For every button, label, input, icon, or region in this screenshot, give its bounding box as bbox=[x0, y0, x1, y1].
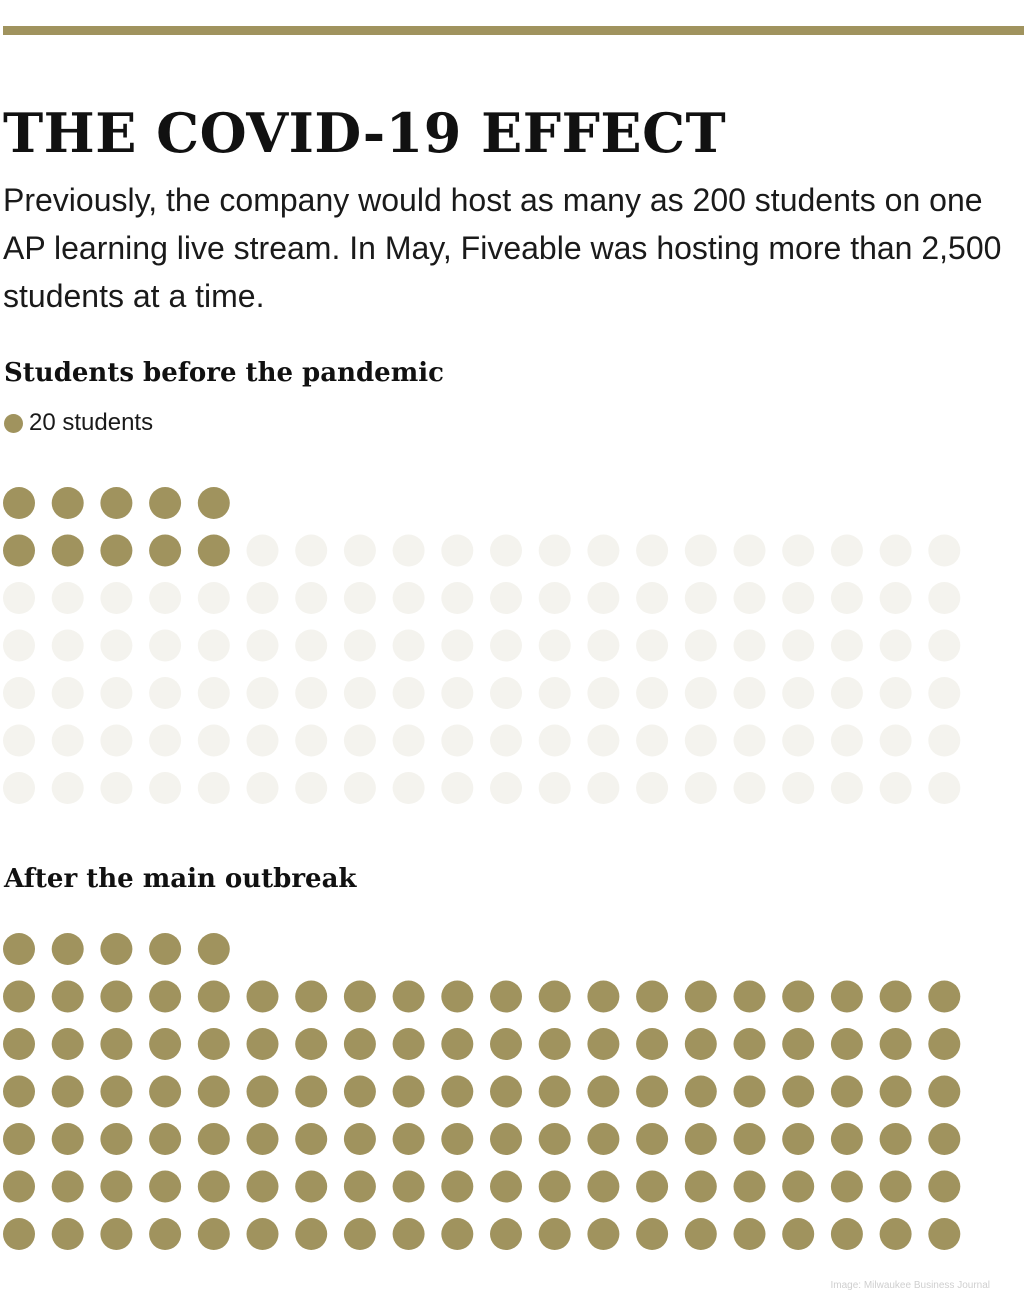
student-dot-empty bbox=[393, 630, 425, 662]
student-dot-empty bbox=[52, 677, 84, 709]
student-dot-filled bbox=[928, 1218, 960, 1250]
student-dot-empty bbox=[782, 677, 814, 709]
student-dot-filled bbox=[149, 981, 181, 1013]
student-dot-empty bbox=[295, 535, 327, 567]
student-dot-empty bbox=[685, 725, 717, 757]
student-dot-filled bbox=[100, 1028, 132, 1060]
student-dot-filled bbox=[928, 981, 960, 1013]
student-dot-empty bbox=[52, 582, 84, 614]
student-dot-filled bbox=[295, 1218, 327, 1250]
student-dot-filled bbox=[149, 1171, 181, 1203]
student-dot-filled bbox=[587, 981, 619, 1013]
student-dot-filled bbox=[490, 1218, 522, 1250]
student-dot-empty bbox=[441, 630, 473, 662]
student-dot-empty bbox=[149, 772, 181, 804]
student-dot-empty bbox=[831, 725, 863, 757]
student-dot-empty bbox=[295, 772, 327, 804]
student-dot-empty bbox=[3, 630, 35, 662]
student-dot-empty bbox=[198, 630, 230, 662]
student-dot-filled bbox=[782, 1171, 814, 1203]
student-dot-filled bbox=[100, 981, 132, 1013]
student-dot-filled bbox=[344, 1171, 376, 1203]
student-dot-empty bbox=[782, 630, 814, 662]
student-dot-empty bbox=[295, 677, 327, 709]
student-dot-filled bbox=[100, 487, 132, 519]
student-dot-empty bbox=[100, 630, 132, 662]
student-dot-empty bbox=[52, 772, 84, 804]
student-dot-empty bbox=[393, 582, 425, 614]
student-dot-filled bbox=[685, 1028, 717, 1060]
student-dot-empty bbox=[490, 630, 522, 662]
student-dot-filled bbox=[149, 535, 181, 567]
student-dot-empty bbox=[539, 582, 571, 614]
student-dot-filled bbox=[100, 1171, 132, 1203]
student-dot-empty bbox=[880, 772, 912, 804]
student-dot-empty bbox=[831, 677, 863, 709]
student-dot-filled bbox=[539, 1123, 571, 1155]
image-credit: Image: Milwaukee Business Journal bbox=[830, 1280, 990, 1291]
student-dot-empty bbox=[636, 582, 668, 614]
student-dot-empty bbox=[539, 535, 571, 567]
student-dot-filled bbox=[52, 1028, 84, 1060]
student-dot-empty bbox=[880, 535, 912, 567]
student-dot-empty bbox=[100, 677, 132, 709]
student-dot-empty bbox=[393, 535, 425, 567]
student-dot-filled bbox=[52, 1076, 84, 1108]
student-dot-empty bbox=[928, 677, 960, 709]
student-dot-empty bbox=[928, 725, 960, 757]
student-dot-empty bbox=[734, 630, 766, 662]
student-dot-empty bbox=[636, 535, 668, 567]
student-dot-filled bbox=[52, 1171, 84, 1203]
student-dot-filled bbox=[539, 1028, 571, 1060]
student-dot-filled bbox=[928, 1171, 960, 1203]
student-dot-empty bbox=[247, 677, 279, 709]
student-dot-empty bbox=[344, 772, 376, 804]
student-dot-empty bbox=[490, 725, 522, 757]
student-dot-empty bbox=[295, 725, 327, 757]
student-dot-filled bbox=[247, 1028, 279, 1060]
student-dot-empty bbox=[3, 677, 35, 709]
student-dot-filled bbox=[490, 1171, 522, 1203]
student-dot-filled bbox=[149, 933, 181, 965]
student-dot-empty bbox=[344, 630, 376, 662]
student-dot-filled bbox=[198, 1028, 230, 1060]
student-dot-empty bbox=[198, 725, 230, 757]
student-dot-filled bbox=[247, 981, 279, 1013]
student-dot-filled bbox=[734, 981, 766, 1013]
student-dot-filled bbox=[587, 1076, 619, 1108]
student-dot-empty bbox=[587, 630, 619, 662]
student-dot-empty bbox=[587, 772, 619, 804]
student-dot-filled bbox=[52, 933, 84, 965]
student-dot-filled bbox=[490, 1123, 522, 1155]
student-dot-empty bbox=[100, 725, 132, 757]
student-dot-filled bbox=[100, 933, 132, 965]
student-dot-empty bbox=[295, 582, 327, 614]
student-dot-filled bbox=[295, 1171, 327, 1203]
student-dot-filled bbox=[734, 1076, 766, 1108]
student-dot-filled bbox=[247, 1123, 279, 1155]
student-dot-filled bbox=[636, 1171, 668, 1203]
student-dot-empty bbox=[52, 630, 84, 662]
student-dot-filled bbox=[295, 1076, 327, 1108]
page-title: THE COVID-19 EFFECT bbox=[3, 101, 727, 165]
student-dot-empty bbox=[831, 582, 863, 614]
student-dot-empty bbox=[247, 582, 279, 614]
student-dot-filled bbox=[734, 1171, 766, 1203]
student-dot-filled bbox=[198, 1171, 230, 1203]
student-dot-filled bbox=[198, 487, 230, 519]
student-dot-filled bbox=[831, 1028, 863, 1060]
student-dot-filled bbox=[928, 1123, 960, 1155]
student-dot-filled bbox=[149, 1123, 181, 1155]
student-dot-filled bbox=[880, 1123, 912, 1155]
student-dot-filled bbox=[928, 1028, 960, 1060]
student-dot-filled bbox=[636, 981, 668, 1013]
student-dot-empty bbox=[685, 582, 717, 614]
legend-label: 20 students bbox=[29, 409, 154, 436]
student-dot-empty bbox=[831, 535, 863, 567]
student-dot-empty bbox=[198, 772, 230, 804]
student-dot-empty bbox=[782, 725, 814, 757]
student-dot-empty bbox=[734, 582, 766, 614]
student-dot-filled bbox=[295, 1028, 327, 1060]
student-dot-filled bbox=[685, 1123, 717, 1155]
student-dot-empty bbox=[636, 630, 668, 662]
student-dot-empty bbox=[928, 772, 960, 804]
student-dot-filled bbox=[880, 1218, 912, 1250]
student-dot-filled bbox=[831, 1171, 863, 1203]
student-dot-filled bbox=[441, 1218, 473, 1250]
student-dot-empty bbox=[247, 725, 279, 757]
student-dot-empty bbox=[247, 630, 279, 662]
student-dot-empty bbox=[539, 630, 571, 662]
student-dot-empty bbox=[928, 535, 960, 567]
student-dot-filled bbox=[198, 981, 230, 1013]
student-dot-filled bbox=[734, 1218, 766, 1250]
student-dot-filled bbox=[247, 1076, 279, 1108]
student-dot-filled bbox=[3, 1028, 35, 1060]
student-dot-filled bbox=[393, 1028, 425, 1060]
student-dot-filled bbox=[880, 1028, 912, 1060]
student-dot-filled bbox=[880, 1171, 912, 1203]
student-dot-empty bbox=[782, 535, 814, 567]
student-dot-filled bbox=[52, 1218, 84, 1250]
student-dot-filled bbox=[782, 981, 814, 1013]
student-dot-empty bbox=[100, 582, 132, 614]
student-dot-filled bbox=[149, 487, 181, 519]
student-dot-filled bbox=[441, 1076, 473, 1108]
student-dot-filled bbox=[636, 1123, 668, 1155]
chart-title-after: After the main outbreak bbox=[4, 864, 357, 894]
student-dot-filled bbox=[782, 1076, 814, 1108]
legend bbox=[4, 408, 153, 438]
student-dot-filled bbox=[198, 1076, 230, 1108]
student-dot-filled bbox=[880, 1076, 912, 1108]
waffle-chart-before bbox=[0, 480, 1024, 810]
student-dot-empty bbox=[587, 582, 619, 614]
student-dot-filled bbox=[587, 1028, 619, 1060]
student-dot-empty bbox=[441, 582, 473, 614]
student-dot-empty bbox=[149, 630, 181, 662]
student-dot-empty bbox=[247, 772, 279, 804]
student-dot-filled bbox=[685, 1076, 717, 1108]
student-dot-filled bbox=[198, 535, 230, 567]
student-dot-filled bbox=[393, 981, 425, 1013]
student-dot-filled bbox=[880, 981, 912, 1013]
student-dot-filled bbox=[587, 1171, 619, 1203]
student-dot-filled bbox=[3, 933, 35, 965]
student-dot-empty bbox=[3, 772, 35, 804]
student-dot-empty bbox=[295, 630, 327, 662]
student-dot-empty bbox=[149, 677, 181, 709]
student-dot-filled bbox=[3, 535, 35, 567]
student-dot-empty bbox=[198, 582, 230, 614]
student-dot-filled bbox=[100, 1123, 132, 1155]
student-dot-empty bbox=[636, 772, 668, 804]
student-dot-empty bbox=[344, 582, 376, 614]
student-dot-filled bbox=[3, 1171, 35, 1203]
legend-dot bbox=[4, 414, 23, 433]
student-dot-filled bbox=[149, 1028, 181, 1060]
student-dot-empty bbox=[880, 677, 912, 709]
student-dot-filled bbox=[3, 981, 35, 1013]
student-dot-empty bbox=[831, 772, 863, 804]
student-dot-filled bbox=[734, 1123, 766, 1155]
student-dot-empty bbox=[441, 772, 473, 804]
student-dot-filled bbox=[198, 1218, 230, 1250]
student-dot-empty bbox=[782, 582, 814, 614]
student-dot-filled bbox=[734, 1028, 766, 1060]
student-dot-filled bbox=[295, 981, 327, 1013]
student-dot-filled bbox=[490, 981, 522, 1013]
student-dot-empty bbox=[393, 725, 425, 757]
student-dot-empty bbox=[685, 677, 717, 709]
student-dot-empty bbox=[490, 582, 522, 614]
student-dot-filled bbox=[247, 1171, 279, 1203]
student-dot-empty bbox=[539, 725, 571, 757]
student-dot-filled bbox=[198, 933, 230, 965]
student-dot-empty bbox=[344, 725, 376, 757]
student-dot-filled bbox=[52, 981, 84, 1013]
student-dot-filled bbox=[52, 1123, 84, 1155]
student-dot-filled bbox=[782, 1218, 814, 1250]
student-dot-empty bbox=[490, 535, 522, 567]
student-dot-empty bbox=[149, 582, 181, 614]
student-dot-empty bbox=[685, 630, 717, 662]
student-dot-empty bbox=[393, 677, 425, 709]
student-dot-filled bbox=[831, 1076, 863, 1108]
student-dot-filled bbox=[441, 981, 473, 1013]
student-dot-filled bbox=[928, 1076, 960, 1108]
student-dot-filled bbox=[198, 1123, 230, 1155]
student-dot-empty bbox=[636, 725, 668, 757]
student-dot-empty bbox=[928, 630, 960, 662]
student-dot-filled bbox=[393, 1123, 425, 1155]
student-dot-filled bbox=[3, 487, 35, 519]
student-dot-empty bbox=[587, 535, 619, 567]
student-dot-filled bbox=[539, 1218, 571, 1250]
student-dot-filled bbox=[344, 1076, 376, 1108]
student-dot-filled bbox=[393, 1076, 425, 1108]
student-dot-empty bbox=[782, 772, 814, 804]
student-dot-empty bbox=[734, 535, 766, 567]
student-dot-empty bbox=[441, 677, 473, 709]
student-dot-empty bbox=[734, 725, 766, 757]
student-dot-filled bbox=[636, 1028, 668, 1060]
chart-title-before: Students before the pandemic bbox=[4, 358, 444, 388]
student-dot-empty bbox=[100, 772, 132, 804]
student-dot-filled bbox=[100, 1076, 132, 1108]
student-dot-empty bbox=[490, 677, 522, 709]
top-rule bbox=[3, 26, 1024, 35]
student-dot-empty bbox=[587, 677, 619, 709]
student-dot-filled bbox=[441, 1028, 473, 1060]
waffle-chart-after bbox=[0, 926, 1024, 1256]
student-dot-empty bbox=[3, 582, 35, 614]
student-dot-empty bbox=[880, 725, 912, 757]
student-dot-filled bbox=[247, 1218, 279, 1250]
student-dot-empty bbox=[928, 582, 960, 614]
student-dot-filled bbox=[831, 981, 863, 1013]
student-dot-empty bbox=[539, 772, 571, 804]
student-dot-filled bbox=[441, 1171, 473, 1203]
student-dot-filled bbox=[344, 981, 376, 1013]
student-dot-empty bbox=[149, 725, 181, 757]
student-dot-empty bbox=[734, 772, 766, 804]
student-dot-empty bbox=[247, 535, 279, 567]
student-dot-filled bbox=[344, 1218, 376, 1250]
student-dot-filled bbox=[100, 535, 132, 567]
intro-text: Previously, the company would host as many as 200 students on one AP learning live stream. In May, Fiveable was hosting more than 2,500 students at a time. bbox=[3, 182, 1002, 314]
student-dot-filled bbox=[3, 1123, 35, 1155]
student-dot-empty bbox=[344, 677, 376, 709]
student-dot-filled bbox=[149, 1218, 181, 1250]
student-dot-filled bbox=[587, 1123, 619, 1155]
student-dot-filled bbox=[782, 1123, 814, 1155]
student-dot-empty bbox=[3, 725, 35, 757]
student-dot-empty bbox=[880, 630, 912, 662]
student-dot-filled bbox=[441, 1123, 473, 1155]
student-dot-filled bbox=[52, 487, 84, 519]
student-dot-filled bbox=[3, 1218, 35, 1250]
student-dot-filled bbox=[490, 1028, 522, 1060]
student-dot-empty bbox=[198, 677, 230, 709]
student-dot-filled bbox=[3, 1076, 35, 1108]
student-dot-empty bbox=[685, 535, 717, 567]
student-dot-empty bbox=[636, 677, 668, 709]
student-dot-empty bbox=[344, 535, 376, 567]
student-dot-filled bbox=[344, 1028, 376, 1060]
student-dot-empty bbox=[441, 535, 473, 567]
student-dot-filled bbox=[393, 1218, 425, 1250]
student-dot-filled bbox=[295, 1123, 327, 1155]
student-dot-empty bbox=[734, 677, 766, 709]
student-dot-filled bbox=[344, 1123, 376, 1155]
student-dot-filled bbox=[587, 1218, 619, 1250]
student-dot-filled bbox=[52, 535, 84, 567]
student-dot-filled bbox=[490, 1076, 522, 1108]
student-dot-filled bbox=[685, 981, 717, 1013]
student-dot-filled bbox=[539, 1171, 571, 1203]
student-dot-empty bbox=[52, 725, 84, 757]
student-dot-filled bbox=[539, 981, 571, 1013]
student-dot-empty bbox=[490, 772, 522, 804]
student-dot-filled bbox=[782, 1028, 814, 1060]
student-dot-filled bbox=[685, 1218, 717, 1250]
student-dot-filled bbox=[100, 1218, 132, 1250]
student-dot-empty bbox=[393, 772, 425, 804]
student-dot-filled bbox=[831, 1123, 863, 1155]
student-dot-empty bbox=[831, 630, 863, 662]
student-dot-filled bbox=[636, 1218, 668, 1250]
student-dot-filled bbox=[539, 1076, 571, 1108]
student-dot-empty bbox=[539, 677, 571, 709]
student-dot-empty bbox=[685, 772, 717, 804]
student-dot-filled bbox=[149, 1076, 181, 1108]
student-dot-empty bbox=[587, 725, 619, 757]
student-dot-filled bbox=[685, 1171, 717, 1203]
student-dot-filled bbox=[831, 1218, 863, 1250]
student-dot-filled bbox=[636, 1076, 668, 1108]
student-dot-empty bbox=[441, 725, 473, 757]
student-dot-filled bbox=[393, 1171, 425, 1203]
student-dot-empty bbox=[880, 582, 912, 614]
